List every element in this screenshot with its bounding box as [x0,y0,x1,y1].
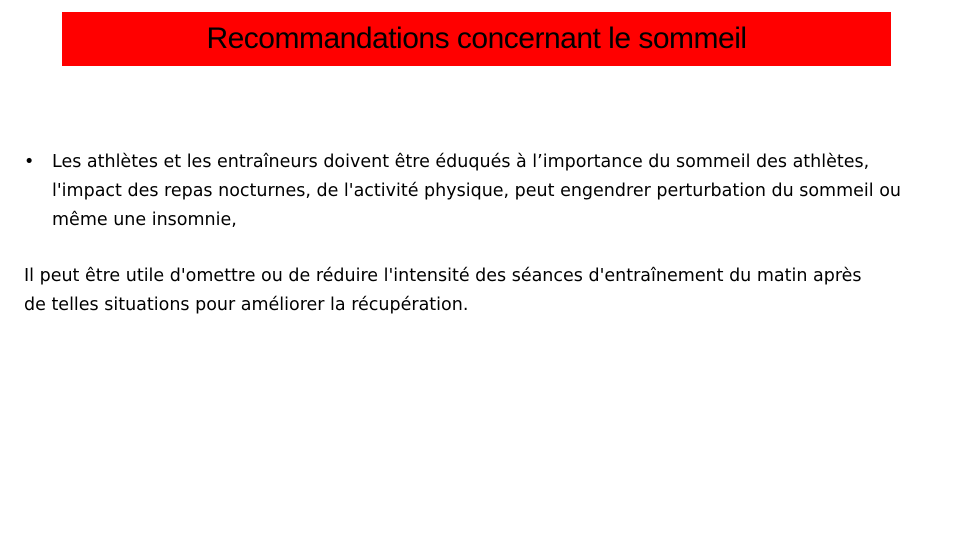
body-paragraph: Il peut être utile d'omettre ou de réduire l'intensité des séances d'entraînement du matin après de telles situations pour améliorer la récupération. [24,266,862,315]
bullet-icon: • [24,152,35,172]
slide-title: Recommandations concernant le sommeil [206,22,747,55]
slide-content [24,148,924,320]
bullet-text: Les athlètes et les entraîneurs doivent être éduqués à l’importance du sommeil des athlètes, l'impact des repas nocturnes, de l'activité physique, peut engendrer perturbation du sommeil ou même une insomnie, [52,152,902,230]
title-banner [62,12,891,66]
bullet-item [24,148,924,235]
